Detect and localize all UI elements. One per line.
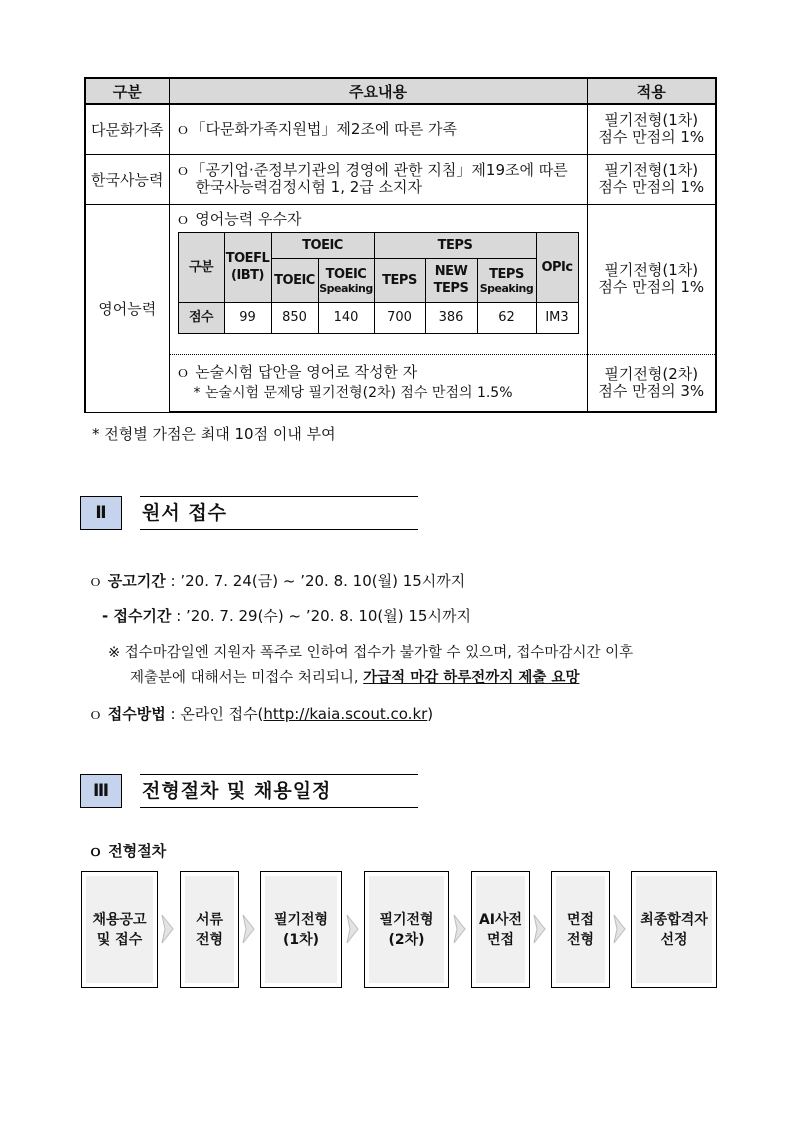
- dash-icon: -: [102, 607, 114, 625]
- step-line: 면접: [566, 911, 595, 928]
- step-line: 및 접수: [96, 931, 143, 948]
- process-step-6: [551, 871, 610, 988]
- step-line: 필기전형: [379, 911, 434, 928]
- apply-line: 점수 만점의 1%: [598, 128, 705, 147]
- bullet-icon: ｏ: [88, 705, 108, 723]
- apply-line: 필기전형(2차): [604, 364, 699, 383]
- receipt-label: 접수기간: [113, 607, 172, 625]
- process-step-1: [81, 871, 158, 988]
- section-2-header: [80, 496, 420, 530]
- eng-header-text: Speaking: [479, 281, 534, 295]
- content-line: * 논술시험 문제당 필기전형(2차) 점수 만점의 1.5%: [193, 384, 513, 401]
- eng-score: 140: [318, 302, 374, 333]
- step-line: 채용공고: [92, 911, 147, 928]
- eng-score: 99: [224, 302, 271, 333]
- apply-cell: [587, 204, 716, 354]
- eng-header-text: TOEFL: [225, 251, 270, 266]
- content-cell: [169, 154, 587, 204]
- table-row-korean-history: [85, 154, 716, 204]
- period-value: : ’20. 7. 24(금) ~ ’20. 8. 10(월) 15시까지: [165, 572, 466, 590]
- warning-text: 제출분에 대해서는 미접수 처리되니,: [130, 670, 364, 686]
- eng-score: 62: [477, 302, 536, 333]
- apply-cell: [587, 354, 716, 412]
- eng-header-new-teps: [425, 258, 477, 302]
- apply-cell: [587, 104, 716, 154]
- eng-score: IM3: [536, 302, 578, 333]
- eng-score-label: 점수: [178, 302, 224, 333]
- step-line: 면접: [486, 931, 515, 948]
- application-method: [88, 703, 433, 724]
- content-cell: [169, 204, 587, 354]
- announcement-period: [88, 570, 465, 591]
- process-step-4: [364, 871, 449, 988]
- header-category: 구분: [85, 78, 169, 104]
- eng-header-toefl: [224, 232, 271, 302]
- process-sub-label: 전형절차: [108, 842, 167, 860]
- eng-header-toeic-group: TOEIC: [271, 232, 374, 258]
- apply-line: 점수 만점의 3%: [598, 381, 705, 400]
- step-line: 필기전형: [273, 911, 329, 928]
- apply-line: 점수 만점의 1%: [598, 178, 705, 196]
- apply-line: 점수 만점의 1%: [598, 278, 705, 296]
- period-label: 공고기간: [107, 572, 166, 590]
- eng-header-text: NEW: [434, 264, 468, 279]
- eng-header-teps-group: TEPS: [374, 232, 536, 258]
- table-row-english-essay: [85, 354, 716, 412]
- step-line: (2차): [388, 931, 425, 948]
- application-link[interactable]: http://kaia.scout.co.kr: [263, 705, 428, 723]
- section-title: 원서 접수: [140, 496, 418, 530]
- process-label: [88, 840, 166, 861]
- step-line: 최종합격자: [640, 911, 708, 928]
- section-title: 전형절차 및 채용일정: [140, 774, 418, 808]
- process-step-7: [631, 871, 717, 988]
- apply-line: 필기전형(1차): [604, 111, 699, 130]
- content-cell: ｏ「다문화가족지원법」제2조에 따른 가족: [169, 104, 587, 154]
- step-line: 전형: [195, 931, 224, 948]
- process-step-2: [180, 871, 239, 988]
- eng-header-teps-speaking: [477, 258, 536, 302]
- category-cell: 다문화가족: [85, 104, 169, 154]
- method-text: ): [427, 705, 434, 723]
- apply-cell: [587, 154, 716, 204]
- eng-score: 850: [271, 302, 318, 333]
- eng-header-opic: OPIc: [536, 232, 578, 302]
- section-number: Ⅲ: [80, 774, 122, 808]
- process-step-5: [471, 871, 530, 988]
- header-apply: 적용: [587, 78, 716, 104]
- warning-line-2: [130, 666, 579, 687]
- step-line: (1차): [282, 931, 320, 948]
- table-row-english: [85, 204, 716, 354]
- eng-header-toeic-speaking: [318, 258, 374, 302]
- step-line: 선정: [660, 931, 688, 948]
- content-line: ｏ「공기업·준정부기관의 경영에 관한 지침」제19조에 따른: [175, 161, 568, 179]
- step-line: 서류: [195, 911, 224, 928]
- english-score-table: [178, 232, 579, 334]
- bonus-points-table: [84, 77, 717, 413]
- eng-header-gubun: 구분: [178, 232, 224, 302]
- apply-line: 필기전형(1차): [604, 161, 699, 179]
- warning-emphasis: 가급적 마감 하루전까지 제출 요망: [363, 670, 580, 686]
- content-cell: [169, 354, 587, 412]
- eng-header-text: TEPS: [489, 266, 524, 282]
- eng-header-text: (IBT): [231, 268, 264, 283]
- eng-score: 386: [425, 302, 477, 333]
- eng-header-text: TEPS: [433, 281, 469, 296]
- table-header-row: [85, 78, 716, 104]
- content-line: ｏ 논술시험 답안을 영어로 작성한 자: [175, 362, 418, 381]
- method-text: : 온라인 접수(: [165, 705, 264, 723]
- category-cell: 영어능력: [85, 204, 169, 412]
- bonus-note: * 전형별 가점은 최대 10점 이내 부여: [92, 425, 336, 443]
- step-line: 전형: [566, 931, 595, 948]
- step-line: AI사전: [478, 911, 523, 928]
- warning-line-1: ※ 접수마감일엔 지원자 폭주로 인하여 접수가 불가할 수 있으며, 접수마감시간 이후: [108, 645, 634, 661]
- process-step-3: [260, 871, 342, 988]
- section-number: Ⅱ: [80, 496, 122, 530]
- apply-line: 필기전형(1차): [604, 261, 699, 279]
- bullet-icon: ｏ: [88, 842, 109, 860]
- receipt-value: : ’20. 7. 29(수) ~ ’20. 8. 10(월) 15시까지: [171, 607, 471, 625]
- eng-header-text: Speaking: [319, 281, 373, 295]
- category-cell: 한국사능력: [85, 154, 169, 204]
- table-row-multicultural: [85, 104, 716, 154]
- eng-header-text: TOEIC: [325, 266, 367, 282]
- section-3-header: [80, 774, 420, 808]
- eng-header-toeic: TOEIC: [271, 258, 318, 302]
- method-label: 접수방법: [107, 705, 166, 723]
- eng-header-teps: TEPS: [374, 258, 425, 302]
- receipt-period: [102, 605, 471, 626]
- header-content: 주요내용: [169, 78, 587, 104]
- eng-score: 700: [374, 302, 425, 333]
- english-title: ｏ 영어능력 우수자: [175, 209, 302, 228]
- content-line: 한국사능력검정시험 1, 2급 소지자: [195, 178, 423, 196]
- bullet-icon: ｏ: [88, 572, 108, 590]
